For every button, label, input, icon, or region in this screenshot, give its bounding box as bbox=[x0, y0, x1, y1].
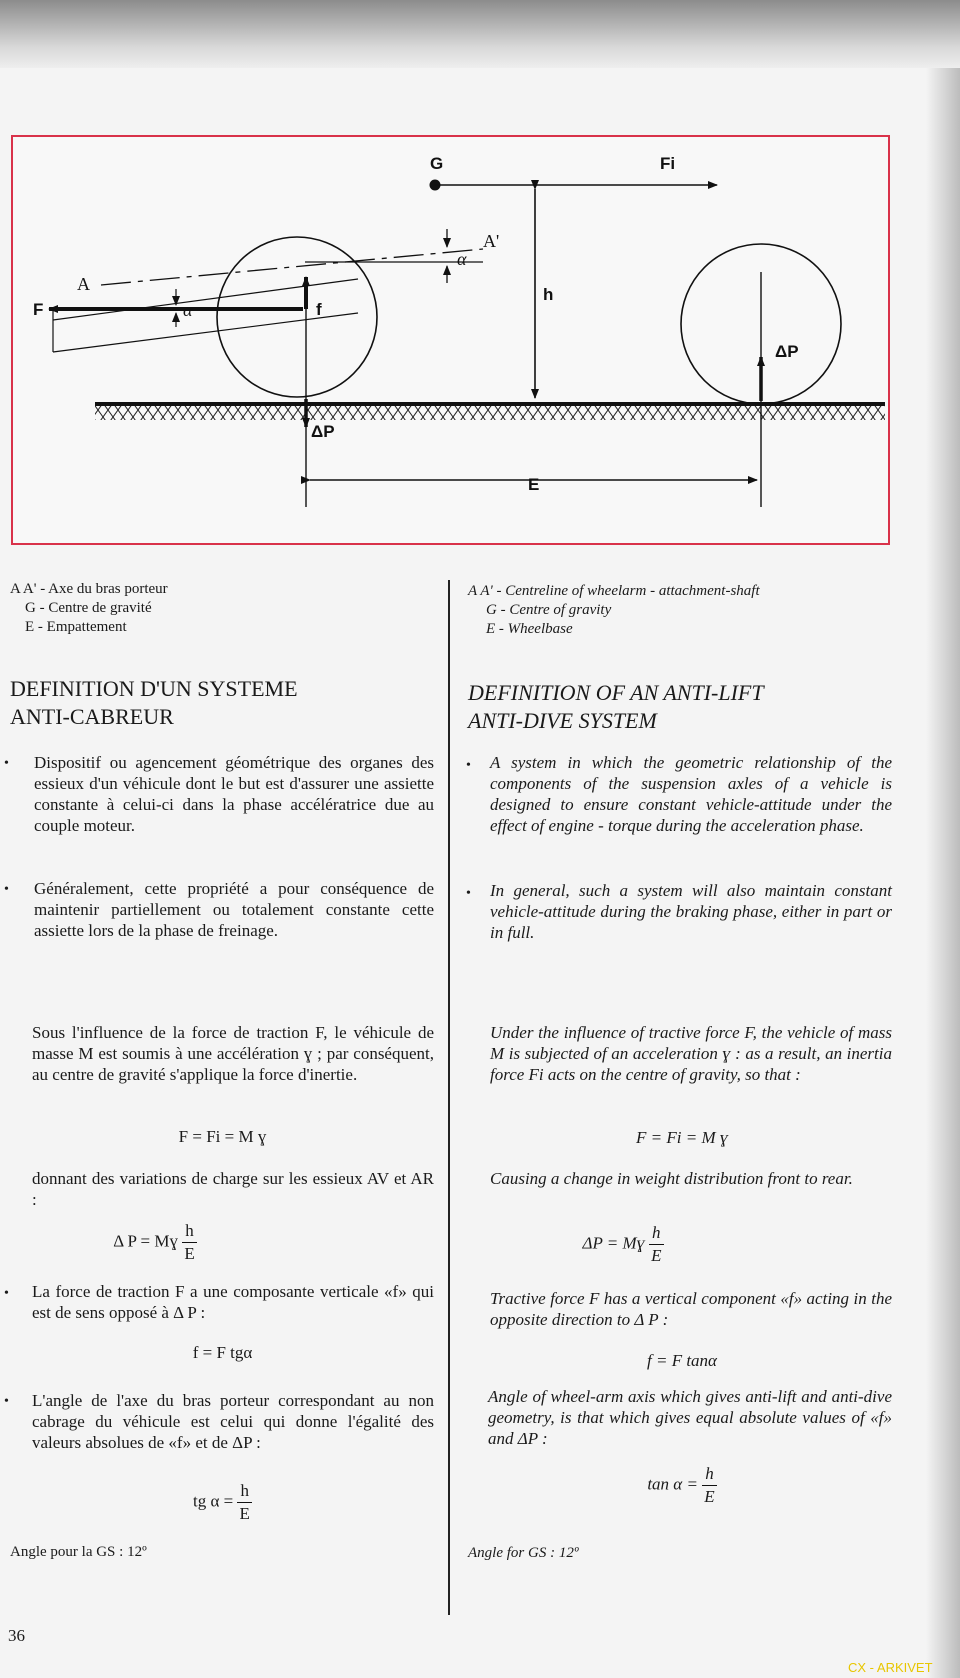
en-eq4-denominator: E bbox=[704, 1487, 715, 1506]
en-bullet-1: • bbox=[466, 758, 471, 773]
label-alpha-lower: α bbox=[183, 300, 193, 320]
archive-watermark: CX - ARKIVET bbox=[848, 1660, 933, 1675]
fr-bullet-1: • bbox=[4, 756, 9, 771]
fr-paragraph-4: donnant des variations de charge sur les essieux AV et AR : bbox=[32, 1169, 434, 1209]
en-eq2-denominator: E bbox=[651, 1246, 662, 1265]
en-equation-3: f = F tanα bbox=[647, 1351, 717, 1370]
fr-gs-angle-note: Angle pour la GS : 12º bbox=[10, 1544, 147, 1560]
en-equation-4 bbox=[468, 1463, 896, 1508]
legend-fr-line-2: G - Centre de gravité bbox=[25, 600, 152, 616]
en-paragraph-5: Tractive force F has a vertical component «f» acting in the opposite direction to Δ P : bbox=[490, 1289, 892, 1329]
legend-en-line-2: G - Centre of gravity bbox=[486, 602, 612, 618]
label-f-force: F bbox=[33, 300, 44, 319]
en-paragraph-6: Angle of wheel-arm axis which gives anti-lift and anti-dive geometry, is that which gives equal absolute values of «f» and ΔP : bbox=[488, 1387, 892, 1448]
en-gs-angle-note: Angle for GS : 12º bbox=[468, 1545, 579, 1561]
label-alpha-upper: α bbox=[457, 249, 467, 269]
legend-french bbox=[10, 580, 435, 637]
label-delta-p-rear: ΔP bbox=[775, 342, 799, 361]
parallel-axis-upper bbox=[53, 279, 358, 320]
label-delta-p-front: ΔP bbox=[311, 422, 335, 441]
en-eq4-fraction bbox=[702, 1463, 717, 1508]
label-a-prime: A' bbox=[483, 231, 500, 251]
fr-eq4-denominator: E bbox=[239, 1504, 250, 1523]
column-divider bbox=[448, 580, 450, 1615]
fr-paragraph-3: Sous l'influence de la force de traction F, le véhicule de masse M est soumis à une accélération ɣ ; par conséquent, au centre de gravité s'applique la force d'inertie. bbox=[32, 1023, 434, 1084]
en-eq4-left: tan α = bbox=[647, 1474, 698, 1494]
fr-eq4-left: tg α = bbox=[193, 1491, 234, 1511]
en-paragraph-2: In general, such a system will also maintain constant vehicle-attitude during the braking phase, either in part or in full. bbox=[490, 881, 892, 942]
legend-english bbox=[468, 582, 896, 639]
scan-top-shadow bbox=[0, 0, 960, 68]
label-g: G bbox=[430, 154, 444, 173]
fr-paragraph-1: Dispositif ou agencement géométrique des organes des essieux d'un véhicule dont le but est d'assurer une assiette constante à celui-ci dans la phase accélératrice due au couple moteur. bbox=[34, 753, 434, 835]
fr-eq2-denominator: E bbox=[184, 1244, 195, 1263]
en-eq4-numerator: h bbox=[702, 1463, 717, 1486]
fr-eq2-numerator: h bbox=[182, 1220, 197, 1243]
en-eq2-left: ΔP = Mɣ bbox=[582, 1233, 645, 1253]
fr-bullet-4: • bbox=[4, 1394, 9, 1409]
fr-title-line-2: ANTI-CABREUR bbox=[10, 704, 174, 729]
page-number: 36 bbox=[8, 1626, 25, 1645]
fr-paragraph-6: L'angle de l'axe du bras porteur correspondant au non cabrage du véhicule est celui qui donne l'égalité des valeurs absolues de «f» et de ΔP : bbox=[32, 1391, 434, 1452]
fr-title-line-1: DEFINITION D'UN SYSTEME bbox=[10, 676, 298, 701]
wheelarm-axis-line bbox=[101, 249, 483, 285]
anti-lift-diagram bbox=[11, 135, 890, 545]
label-fi: Fi bbox=[660, 154, 676, 173]
diagram-svg bbox=[13, 137, 888, 543]
label-f-component: f bbox=[316, 300, 322, 319]
fr-paragraph-2: Généralement, cette propriété a pour conséquence de maintenir partiellement ou totalement constante cette assiette lors de la phase de freinage. bbox=[34, 879, 434, 940]
fr-eq4-fraction bbox=[237, 1480, 252, 1525]
parallel-axis-lower bbox=[53, 313, 358, 352]
en-equation-2 bbox=[468, 1222, 778, 1267]
en-paragraph-4: Causing a change in weight distribution front to rear. bbox=[490, 1169, 853, 1188]
fr-bullet-2: • bbox=[4, 882, 9, 897]
legend-en-line-3: E - Wheelbase bbox=[486, 621, 573, 637]
en-eq2-fraction bbox=[649, 1222, 664, 1267]
fr-bullet-3: • bbox=[4, 1286, 9, 1301]
en-eq2-numerator: h bbox=[649, 1222, 664, 1245]
fr-eq2-fraction bbox=[182, 1220, 197, 1265]
fr-eq2-left: Δ P = Mɣ bbox=[113, 1231, 179, 1251]
en-equation-1: F = Fi = M ɣ bbox=[636, 1128, 728, 1147]
ground-hatching bbox=[95, 406, 885, 420]
en-paragraph-3: Under the influence of tractive force F, the vehicle of mass M is subjected of an acceleration ɣ : as a result, an inertia force Fi acts on the centre of gravity, so that : bbox=[490, 1023, 892, 1084]
legend-fr-line-3: E - Empattement bbox=[25, 619, 127, 635]
fr-equation-1: F = Fi = M ɣ bbox=[178, 1127, 267, 1146]
label-a: A bbox=[77, 274, 90, 294]
fr-equation-3: f = F tgα bbox=[192, 1343, 253, 1362]
legend-fr-line-1: A A' - Axe du bras porteur bbox=[10, 581, 168, 597]
label-e: E bbox=[528, 475, 540, 494]
fr-equation-2 bbox=[10, 1220, 300, 1265]
en-paragraph-1: A system in which the geometric relationship of the components of the suspension axles of a vehicle is designed to ensure constant vehicle-attitude under the effect of engine - torque during the acceleration phase. bbox=[490, 753, 892, 835]
en-bullet-2: • bbox=[466, 886, 471, 901]
scan-right-shadow bbox=[926, 68, 960, 1678]
fr-eq4-numerator: h bbox=[237, 1480, 252, 1503]
fr-paragraph-5: La force de traction F a une composante verticale «f» qui est de sens opposé à Δ P : bbox=[32, 1282, 434, 1322]
legend-en-line-1: A A' - Centreline of wheelarm - attachment-shaft bbox=[468, 583, 760, 599]
label-h: h bbox=[543, 285, 554, 304]
en-title-line-1: DEFINITION OF AN ANTI-LIFT bbox=[468, 680, 764, 705]
fr-equation-4 bbox=[10, 1480, 435, 1525]
en-title-line-2: ANTI-DIVE SYSTEM bbox=[468, 708, 657, 733]
